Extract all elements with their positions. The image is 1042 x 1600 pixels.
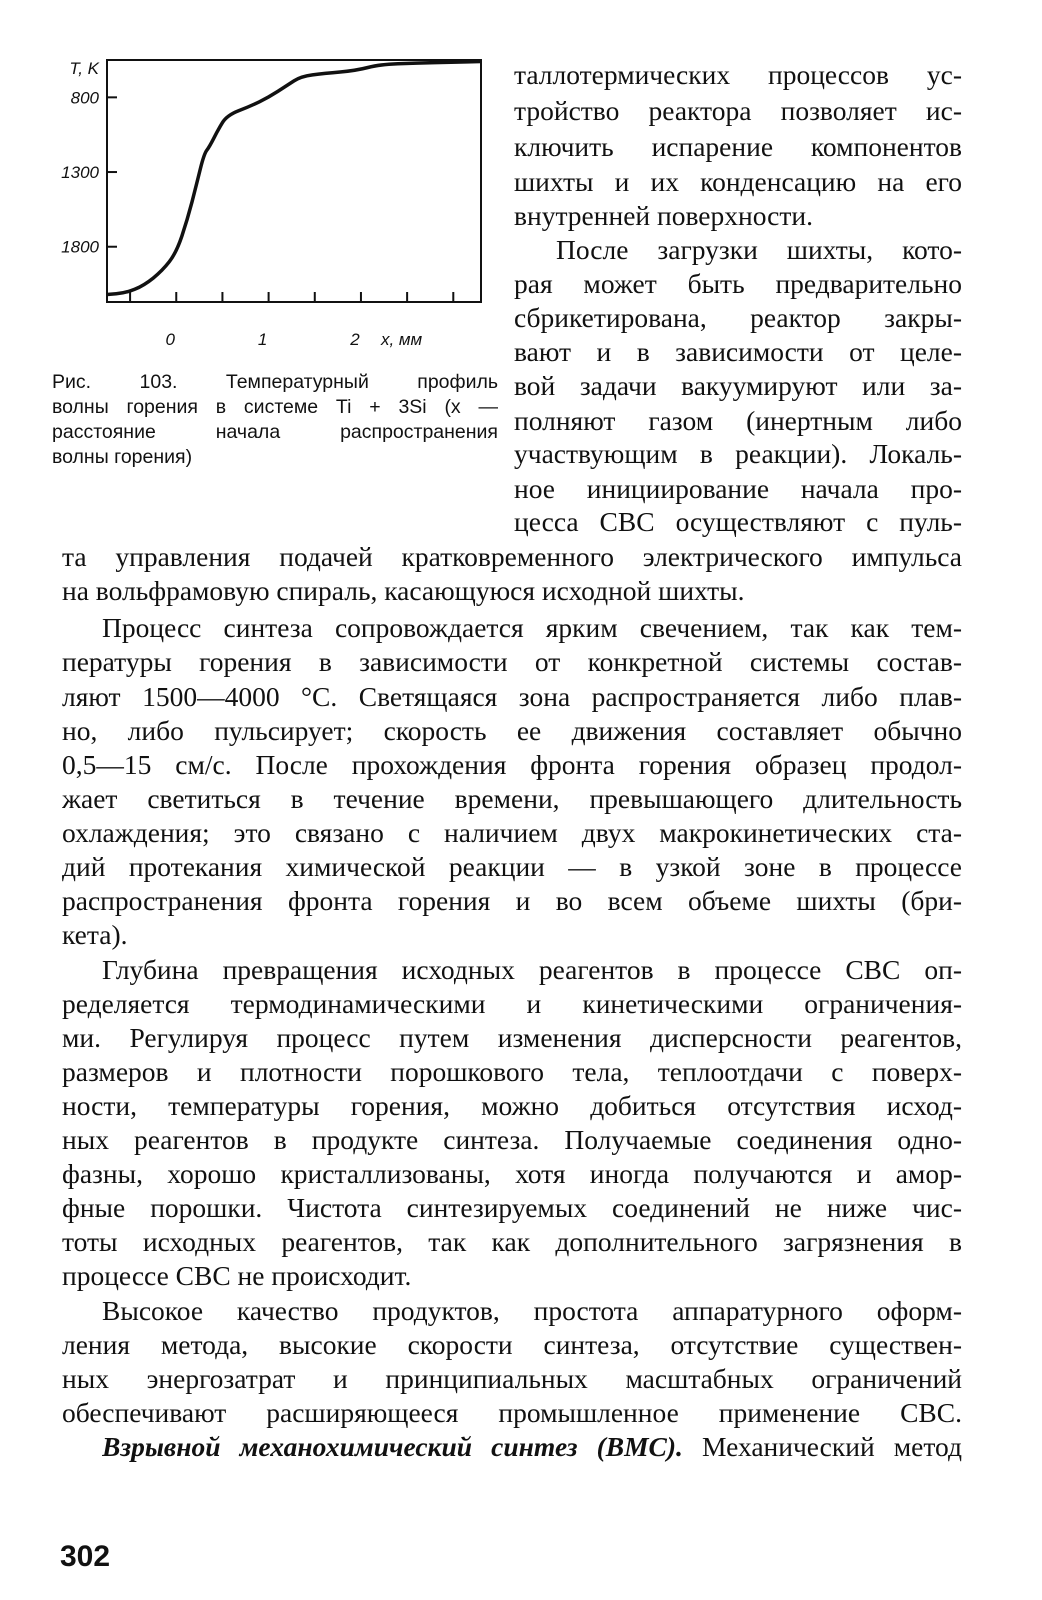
text-line: охлаждения; это связано с наличием двух макрокинетических ста- — [62, 817, 962, 848]
caption-line: волны горения) — [52, 446, 193, 468]
figure-caption — [52, 370, 498, 470]
text-line: ляют 1500—4000 °С. Светящаяся зона распространяется либо плав- — [62, 681, 962, 712]
text-line: вают и в зависимости от целе- — [514, 336, 962, 367]
text-line: на вольфрамовую спираль, касающуюся исходной шихты. — [62, 575, 745, 606]
text-line: пературы горения в зависимости от конкретной системы состав- — [62, 646, 962, 677]
text-line: внутренней поверхности. — [514, 200, 813, 231]
x-axis-label: x, мм — [380, 330, 423, 349]
text-line: дий протекания химической реакции — в узкой зоне в процессе — [62, 851, 962, 882]
text-line: полняют газом (инертным либо — [514, 405, 962, 436]
text-line: размеров и плотности порошкового тела, теплоотдачи с поверх- — [62, 1056, 962, 1087]
text-line: шихты и их конденсацию на его — [514, 166, 962, 197]
text-line: 0,5—15 см/с. После прохождения фронта горения образец продол- — [62, 749, 962, 780]
section-text: Механический метод — [682, 1431, 962, 1462]
caption-line: Рис. 103. Температурный профиль — [52, 371, 498, 393]
caption-line: расстояние начала распространения — [52, 421, 498, 443]
text-line: тоты исходных реагентов, так как дополнительного загрязнения в — [62, 1226, 962, 1257]
text-line: вой задачи вакуумируют или за- — [514, 370, 962, 401]
text-line: рая может быть предварительно — [514, 268, 962, 299]
text-line: После загрузки шихты, кото- — [556, 234, 962, 265]
text-line: тройство реактора позволяет ис- — [514, 95, 962, 126]
text-line: ления метода, высокие скорости синтеза, отсутствие существен- — [62, 1329, 962, 1360]
text-line: ное инициирование начала про- — [514, 473, 962, 504]
y-tick-label: 800 — [70, 88, 99, 108]
text-line: фные порошки. Чистота синтезируемых соединений не ниже чис- — [62, 1192, 962, 1223]
y-tick-label: 1300 — [61, 163, 99, 183]
x-tick-label: 0 — [165, 330, 175, 349]
text-line: Высокое качество продуктов, простота аппаратурного оформ- — [102, 1295, 962, 1326]
text-line: Процесс синтеза сопровождается ярким свечением, так как тем- — [102, 612, 962, 643]
text-line: цесса СВС осуществляют с пуль- — [514, 506, 962, 537]
text-line: кета). — [62, 919, 128, 950]
text-line: обеспечивают расширяющееся промышленное применение СВС. — [62, 1397, 962, 1428]
text-line: ределяется термодинамическими и кинетическими ограничения- — [62, 988, 962, 1019]
text-line: участвующим в реакции). Локаль- — [514, 438, 962, 469]
text-line: таллотермических процессов ус- — [514, 59, 962, 90]
text-line: ных энергозатрат и принципиальных масштабных ограничений — [62, 1363, 962, 1394]
text-line: процессе СВС не происходит. — [62, 1260, 412, 1291]
text-line: ми. Регулируя процесс путем изменения дисперсности реагентов, — [62, 1022, 962, 1053]
text-line: ключить испарение компонентов — [514, 131, 962, 162]
text-line: сбрикетирована, реактор закры- — [514, 302, 962, 333]
page-number: 302 — [60, 1540, 111, 1573]
text-line: жает светиться в течение времени, превышающего длительность — [62, 783, 962, 814]
text-line: Глубина превращения исходных реагентов в процессе СВС оп- — [102, 954, 962, 985]
plot-frame — [107, 60, 481, 302]
y-axis-label: T, K — [69, 59, 99, 78]
x-tick-label: 1 — [257, 330, 268, 349]
caption-line: волны горения в системе Ti + 3Si (x — — [52, 396, 498, 418]
text-line-section-start — [102, 1430, 962, 1464]
temperature-curve — [107, 62, 481, 295]
temperature-profile-chart — [40, 40, 490, 370]
text-line: фазны, хорошо кристаллизованы, хотя иногда получаются и амор- — [62, 1158, 962, 1189]
text-line: та управления подачей кратковременного электрического импульса — [62, 541, 962, 572]
text-line: но, либо пульсирует; скорость ее движения составляет обычно — [62, 715, 962, 746]
section-title: Взрывной механохимический синтез (ВМС). — [102, 1431, 683, 1462]
text-line: ности, температуры горения, можно добиться отсутствия исход- — [62, 1090, 962, 1121]
text-line: ных реагентов в продукте синтеза. Получаемые соединения одно- — [62, 1124, 962, 1155]
text-line: распространения фронта горения и во всем объеме шихты (бри- — [62, 885, 962, 916]
x-tick-label: 2 — [350, 330, 360, 349]
y-tick-label: 1800 — [61, 237, 99, 257]
